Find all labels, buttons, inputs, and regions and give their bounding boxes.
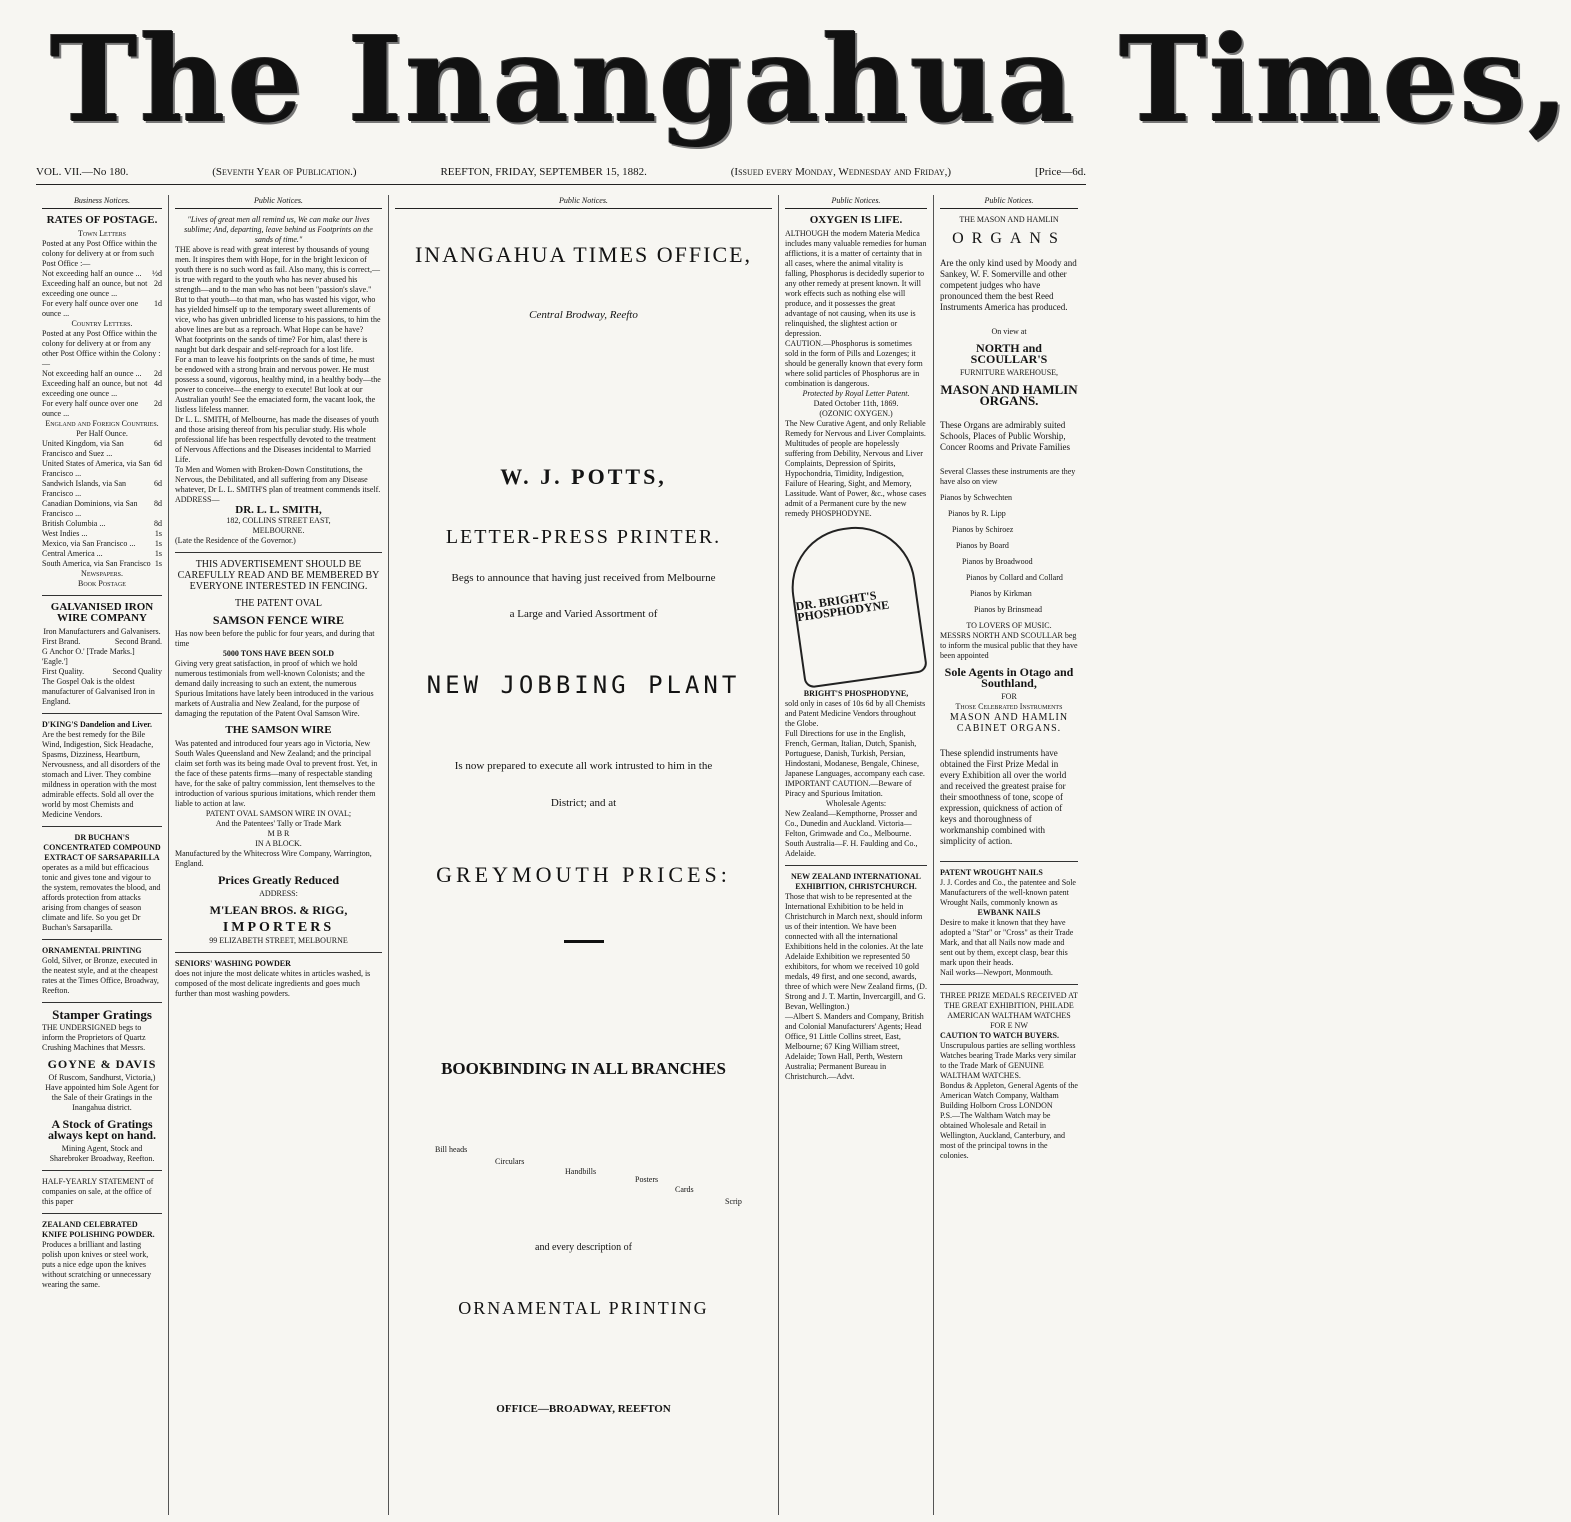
- rate-row: United Kingdom, via San Francisco and Suez ... 6d: [42, 439, 162, 458]
- ps-text: P.S.—The Waltham Watch may be obtained Wholesale and Retail in Wellington, Auckland, Canterbury, and most of the principal towns in the colonies.: [940, 1111, 1066, 1160]
- printing-item: Scrip: [725, 1197, 742, 1206]
- piano-item: Pianos by Kirkman: [970, 589, 1032, 598]
- column-printing-ad: [389, 195, 779, 1515]
- samson-text-2: Giving very great satisfaction, in proof of which we hold numerous testimonials from well-known Colonists; and the demand daily increasing to such an extent, the numerous Spurious Imitations have lately been introduced in the various markets of Australia and New Zealand, for the purpose of damaging the reputation of the Patent Oval Samson Wire.: [175, 659, 374, 718]
- issue-note: (Issued every Monday, Wednesday and Friday,): [730, 166, 952, 178]
- zealand-title: ZEALAND CELEBRATED KNIFE POLISHING POWDER.: [42, 1220, 155, 1239]
- half-yearly-text: HALF-YEARLY STATEMENT of companies on sale, at the office of this paper: [42, 1177, 154, 1206]
- column-business-notices: [36, 195, 169, 1515]
- letter-press-printer: LETTER-PRESS PRINTER.: [445, 526, 722, 548]
- brands-row: First Brand. Second Brand.: [42, 637, 162, 646]
- rate-row: West Indies ... 1s: [42, 529, 162, 538]
- directions: Full Directions for use in the English, French, German, Italian, Dutch, Spanish, Portuguese, Danish, Turkish, Persian, Hindostani, Modanese, Bengale, Chinese, Japanese Languages, accompany each case.: [785, 729, 925, 778]
- every-description: and every description of: [535, 1242, 632, 1253]
- country-letters-text: Posted at any Post Office within the colony for delivery at or from any other Post Office within the Colony :—: [42, 329, 161, 368]
- newspaper-title: The Inangahua Times,: [50, 10, 1571, 149]
- exhibition-text: Those that wish to be represented at the International Exhibition to be held in Christchurch in March next, should inform us of their intention. We have been connected with all the international Exhibitions held in the colonies. At the late Adelaide Exhibition we represented 50 exhibitors, for whom we received 10 gold medals, 49 first, and one second, awards, three of which were New Zealand firms, (D. Strong and J. T. Martin, Invercargill, and G. Bevan, Wellington.): [785, 892, 927, 1011]
- pianos-list: [940, 493, 1078, 615]
- address-2: ADDRESS:: [259, 889, 298, 898]
- furniture-warehouse: FURNITURE WAREHOUSE,: [959, 368, 1059, 377]
- several-classes: Several Classes these instruments are they have also on view: [940, 467, 1076, 486]
- wire-company-title: GALVANISED IRON WIRE COMPANY: [50, 601, 154, 624]
- piano-item: Pianos by Board: [956, 541, 1009, 550]
- dated: Dated October 11th, 1869.: [813, 399, 899, 408]
- rate-row: Sandwich Islands, via San Francisco ... 6d: [42, 479, 162, 498]
- foreign-title: England and Foreign Countries.: [45, 419, 159, 428]
- on-view: On view at: [991, 327, 1027, 336]
- body-paragraph: Dr L. L. SMITH, of Melbourne, has made the diseases of youth and those arising thereof from his peculiar study. His whole professional life has been respectfully devoted to the treatment of Nervous Affections and the Diseases incidental to Married Life.: [175, 415, 379, 464]
- column-public-notices-5: [934, 195, 1084, 1515]
- tally: And the Patentees' Tally or Trade Mark: [215, 819, 342, 828]
- printing-item: Cards: [675, 1185, 694, 1194]
- rates-town-list: [42, 269, 162, 319]
- book-postage-label: Book Postage: [78, 579, 126, 588]
- foreign-sub: Per Half Ounce.: [76, 429, 128, 438]
- rate-row: Exceeding half an ounce, but not exceeding one ounce ... 2d: [42, 279, 162, 298]
- anchor-trademark: G Anchor O.' [Trade Marks.] 'Eagle.']: [42, 647, 135, 666]
- printing-items: [395, 1144, 772, 1224]
- rate-row: Central America ... 1s: [42, 549, 162, 558]
- body-paragraph: To Men and Women with Broken-Down Constitutions, the Nervous, the Debilitated, and all suffering from any Disease whatever, Dr L. L. SMITH'S plan of treatment commends itself.: [175, 465, 381, 494]
- divider: [940, 861, 1078, 862]
- wire-company-sub: Iron Manufacturers and Galvanisers.: [43, 627, 161, 636]
- nail-works: Nail works—Newport, Monmouth.: [940, 968, 1053, 977]
- sole-agents: Sole Agents in Otago and Southland,: [944, 665, 1074, 690]
- patent-nails-title: PATENT WROUGHT NAILS: [940, 868, 1043, 877]
- mason-text: Are the only kind used by Moody and Sankey, W. F. Somerville and other competent judges who have pronounced them the best Reed Instruments America has produced.: [940, 258, 1077, 312]
- caution-text: CAUTION.—Phosphorus is sometimes sold in the form of Pills and Lozenges; it should be generally known that every form where solid particles of Phosphorus are in combination is dangerous.: [785, 339, 923, 388]
- rate-row: Not exceeding half an ounce ... 2d: [42, 369, 162, 378]
- oxygen-title: OXYGEN IS LIFE.: [809, 214, 903, 226]
- piano-item: Pianos by Collard and Collard: [966, 573, 1063, 582]
- lovers-music: TO LOVERS OF MUSIC.: [966, 621, 1052, 630]
- piano-item: Pianos by Schiroez: [952, 525, 1014, 534]
- mason-prize: These splendid instruments have obtained the First Prize Medal in every Exhibition all over the world and received the greatest praise for their smoothness of tone, scope of expression, quickness of action of keys and thoroughness of workmanship combined with simplicity of action.: [940, 748, 1067, 846]
- rate-row: For every half ounce over one ounce ... 2d: [42, 399, 162, 418]
- divider: [785, 865, 927, 866]
- prices-reduced: Prices Greatly Reduced: [217, 873, 340, 887]
- rate-row: Exceeding half an ounce, but not exceeding one ounce ... 4d: [42, 379, 162, 398]
- divider: [940, 984, 1078, 985]
- admirably-text: These Organs are admirably suited Schools, Places of Public Worship, Concer Rooms and Private Families: [940, 420, 1070, 452]
- divider: [42, 595, 162, 596]
- trade-mark-mbr: M B R: [267, 829, 290, 838]
- brights-phosphodyne: BRIGHT'S PHOSPHODYNE,: [803, 689, 909, 698]
- column-public-notices-4: [779, 195, 934, 1515]
- stock-text: Mining Agent, Stock and Sharebroker Broadway, Reefton.: [49, 1144, 155, 1163]
- mason-title: THE MASON AND HAMLIN: [959, 215, 1059, 224]
- town-letters-text: Posted at any Post Office within the colony for delivery at or from such Post Office :—: [42, 239, 157, 268]
- messrs-text: MESSRS NORTH AND SCOULLAR beg to inform the musical public that they have been appointed: [940, 631, 1078, 660]
- oxygen-text: ALTHOUGH the modern Materia Medica includes many valuable remedies for human afflictions, it is a matter of certainty that in all cases, where the animal vitality is falling, Phosphorus is decidedly superior to any other remedy at present known. It will work effects such as nothing else will produce, and it possesses the great advantage of not causing, when its use is relinquished, the slightest action or depression.: [785, 229, 927, 338]
- divider: [42, 1213, 162, 1214]
- divider: [42, 939, 162, 940]
- ornamental-text: Gold, Silver, or Bronze, executed in the neatest style, and at the cheapest rates at the Times Office, Broadway, Reefton.: [42, 956, 159, 995]
- bookbinding: BOOKBINDING IN ALL BRANCHES: [441, 1059, 726, 1078]
- newspapers-label: Newspapers.: [81, 569, 123, 578]
- greymouth-prices: GREYMOUTH PRICES:: [436, 862, 731, 887]
- rate-row: Not exceeding half an ounce ... ½d: [42, 269, 162, 278]
- zealand-text: Produces a brilliant and lasting polish upon knives or steel work, puts a nice edge upon the knives without scratching or unnecessary wearing the same.: [42, 1240, 152, 1289]
- rate-row: British Columbia ... 8d: [42, 519, 162, 528]
- fencing-notice: THIS ADVERTISEMENT SHOULD BE CAREFULLY READ AND BE MEMBERED BY EVERYONE INTERESTED IN FENCING.: [177, 559, 380, 592]
- times-office-title: INANGAHUA TIMES OFFICE,: [414, 242, 753, 267]
- buchan-text: operates as a mild but efficacious tonic and gives tone and vigour to the system, removates the blood, and affords protection from attacks arising from changes of season climate and life. So you get Dr Buchan's Sarsaparilla.: [42, 863, 161, 932]
- rate-row: United States of America, via San Francisco ... 6d: [42, 459, 162, 478]
- office-location: Central Brodway, Reefto: [529, 309, 638, 321]
- waltham: AMERICAN WALTHAM WATCHES FOR E NW: [947, 1011, 1071, 1030]
- country-letters-label: Country Letters.: [71, 319, 133, 328]
- ewbank-text: Desire to make it known that they have adopted a "Star" or "Cross" as their Trade Mark, and that all Nails now made and sent out by them, except clasp, bear this mark upon their heads.: [940, 918, 1074, 967]
- ozonic: (OZONIC OXYGEN.): [819, 409, 893, 418]
- samson-text-3: Was patented and introduced four years ago in Victoria, New South Wales Queensland and New Zealand; and the principal claim set forth was its being made Oval to prevent frost. Yet, in the face of these patents firms—many of respectable standing have, for the sake of paltry commission, lent themselves to the introduction of various spurious imitations, which render them liable to action at law.: [175, 739, 378, 808]
- goyne-text: Of Ruscom, Sandhurst, Victoria,) Have appointed him Sole Agent for the Sale of their Gratings in the Inangahua district.: [45, 1073, 159, 1112]
- piano-item: Pianos by Schwechten: [940, 493, 1012, 502]
- divider: [175, 552, 382, 553]
- place-date: REEFTON, FRIDAY, SEPTEMBER 15, 1882.: [440, 166, 647, 178]
- protected: Protected by Royal Letter Patent.: [802, 389, 910, 398]
- printing-item: Circulars: [495, 1157, 525, 1166]
- curative: The New Curative Agent, and only Reliable Remedy for Nervous and Liver Complaints.: [785, 419, 926, 438]
- volume-number: VOL. VII.—No 180.: [36, 166, 129, 178]
- stamper-text: THE UNDERSIGNED begs to inform the Proprietors of Quartz Crushing Machines that Messrs.: [42, 1023, 146, 1052]
- rates-foreign-list: [42, 439, 162, 569]
- seniors-text: does not injure the most delicate whites in articles washed, is composed of the most delicate ingredients and goes much further than most washing powders.: [175, 969, 371, 998]
- prepared-text: Is now prepared to execute all work intrusted to him in the: [454, 760, 713, 772]
- masthead: [0, 0, 1571, 150]
- column-heading: Public Notices.: [175, 195, 382, 209]
- assortment: a Large and Varied Assortment of: [509, 608, 658, 620]
- organs-heading: ORGANS: [952, 230, 1066, 247]
- quality-row: First Quality. Second Quality: [42, 667, 162, 676]
- doctor-name: DR. L. L. SMITH,: [235, 504, 322, 516]
- street-address: 99 ELIZABETH STREET, MELBOURNE: [209, 936, 348, 945]
- rates-country-list: [42, 369, 162, 419]
- column-heading: Public Notices.: [395, 195, 772, 209]
- north-scoullar: NORTH and SCOULLAR'S: [970, 341, 1048, 366]
- phosphodyne-seal-image: DR. BRIGHT'S PHOSPHODYNE: [784, 519, 928, 689]
- year-note: (Seventh Year of Publication.): [212, 166, 357, 178]
- divider: [42, 1170, 162, 1171]
- mason-organs: MASON AND HAMLIN ORGANS.: [940, 382, 1078, 408]
- rate-row: Mexico, via San Francisco ... 1s: [42, 539, 162, 548]
- dandelion-text: Are the best remedy for the Bile Wind, Indigestion, Sick Headache, Spasms, Dizziness, Heartburn, Nervousness, and all disorders of the stomach and Liver. They combine mildness in operation with the most admirable effects. Sold all over the world by most Chemists and Medicine Vendors.: [42, 730, 161, 819]
- bondus-text: Bondus & Appleton, General Agents of the American Watch Company, Waltham Building Holborn Cross LONDON: [940, 1081, 1078, 1110]
- ornamental-printing: ORNAMENTAL PRINTING: [458, 1298, 709, 1318]
- celebrated-instruments: Those Celebrated Instruments: [955, 702, 1063, 711]
- column-heading: Business Notices.: [42, 195, 162, 209]
- for-label: FOR: [1001, 692, 1017, 701]
- samson-text: Has now been before the public for four years, and during that time: [175, 629, 375, 648]
- printing-item: Bill heads: [435, 1145, 468, 1154]
- dateline: [36, 160, 1086, 185]
- column-public-notices-2: [169, 195, 389, 1515]
- printing-item: Handbills: [565, 1167, 597, 1176]
- doctor-address: 182, COLLINS STREET EAST,: [226, 516, 331, 525]
- doctor-city: MELBOURNE.: [252, 526, 305, 535]
- price: [Price—6d.: [1034, 166, 1086, 178]
- body-paragraph: For a man to leave his footprints on the sands of time, he must be endowed with a strong brain and nervous power. He must possess a sound, vigorous, healthy mind, in a healthy body—the power to conceive—the energy to execute! But look at our Australian youth! See the emaciated form, the vacant look, the listless lifeless manner.: [175, 355, 381, 414]
- office-footer: OFFICE—BROADWAY, REEFTON: [496, 1403, 671, 1415]
- divider: [175, 952, 382, 953]
- town-letters-label: Town Letters: [77, 229, 127, 238]
- stamper-title: Stamper Gratings: [52, 1007, 152, 1022]
- three-prize: THREE PRIZE MEDALS RECEIVED AT THE GREAT EXHIBITION, PHILADE: [940, 991, 1078, 1010]
- begs-announce: Begs to announce that having just received from Melbourne: [451, 572, 716, 584]
- dandelion-title: D'KING'S Dandelion and Liver.: [42, 720, 152, 729]
- exhibition-sig: —Albert S. Manders and Company, British and Colonial Manufacturers' Agents; Head Office, 91 Little Collins street, East, Melbourne; 67 King William street, Adelaide; Town Hall, Perth, Western Australia; Permanent Bureau in Christchurch.—Advt.: [785, 1012, 924, 1081]
- important-caution: IMPORTANT CAUTION.—Beware of Piracy and Spurious Imitation.: [785, 779, 912, 798]
- seniors-title: SENIORS' WASHING POWDER: [175, 959, 291, 968]
- piano-item: Pianos by Brinsmead: [974, 605, 1042, 614]
- rate-row: Canadian Dominions, via San Francisco ... 8d: [42, 499, 162, 518]
- multitudes: Multitudes of people are hopelessly suffering from Debility, Nervous and Liver Complaints, Depression of Spirits, Hypochondria, Timidity, Indigestion, Failure of Hearing, Sight, and Memory, Lassitude. Want of Power, &c., whose cases admit of a Permanent cure by the new remedy PHOSPHODYNE.: [785, 439, 927, 518]
- divider: [42, 713, 162, 714]
- tons-sold: 5000 TONS HAVE BEEN SOLD: [222, 649, 335, 658]
- mclean-bros: M'LEAN BROS. & RIGG,: [209, 903, 348, 917]
- agents: New Zealand—Kempthorne, Prosser and Co., Dunedin and Auckland. Victoria—Felton, Grimwade and Co., Melbourne. South Australia—F. H. Faulding and Co., Adelaide.: [785, 809, 918, 858]
- body-paragraph: But to that youth—to that man, who has wasted his vigor, who has yielded himself up to the temporary sweet allurements of vice, who has given unbridled license to his passions, to him the above lines are but as a reproach. What Hope can be have? What footprints on the sands of time? For him, alas! there is naught but dark despair and self-reproach for a lost life.: [175, 295, 381, 354]
- printer-name: W. J. POTTS,: [500, 464, 667, 489]
- wholesale: Wholesale Agents:: [825, 799, 887, 808]
- samson-fence-title: SAMSON FENCE WIRE: [212, 613, 345, 627]
- column-heading: Public Notices.: [940, 195, 1078, 209]
- in-block: IN A BLOCK.: [255, 839, 302, 848]
- mason-cabinet: MASON AND HAMLIN CABINET ORGANS.: [949, 712, 1069, 734]
- rate-row: South America, via San Francisco 1s: [42, 559, 162, 568]
- exhibition-title: NEW ZEALAND INTERNATIONAL EXHIBITION, CHRISTCHURCH.: [791, 872, 921, 891]
- address-label: ADDRESS—: [175, 495, 220, 504]
- cordes-text: J. J. Cordes and Co., the patentee and Sole Manufacturers of the well-known patent Wrought Nails, commonly known as: [940, 878, 1076, 907]
- buchan-title: DR BUCHAN'S CONCENTRATED COMPOUND EXTRACT OF SARSAPARILLA: [43, 833, 161, 862]
- printing-item: Posters: [635, 1175, 659, 1184]
- divider: [42, 826, 162, 827]
- stock-title: A Stock of Gratings always kept on hand.: [47, 1117, 157, 1142]
- divider-dash: [564, 940, 604, 943]
- ornamental-title: ORNAMENTAL PRINTING: [42, 946, 142, 955]
- ewbank-nails: EWBANK NAILS: [977, 908, 1041, 917]
- caution-watch-text: Unscrupulous parties are selling worthless Watches bearing Trade Marks very similar to the Trade Mark of GENUINE WALTHAM WATCHES.: [940, 1041, 1076, 1080]
- body-paragraph: THE above is read with great interest by thousands of young men. It inspires them with Hope, for in the bright lexicon of youth there is no such word as fail. Also many, this is correct,—is true with regard to the youth who has never abused his strength—and to the man who has not been "passion's slave.": [175, 245, 380, 294]
- sold-text: sold only in cases of 10s 6d by all Chemists and Patent Medicine Vendors throughout the Globe.: [785, 699, 926, 728]
- patent-oval: THE PATENT OVAL: [234, 598, 323, 609]
- piano-item: Pianos by Broadwood: [962, 557, 1033, 566]
- jobbing-plant: NEW JOBBING PLANT: [426, 671, 741, 699]
- goyne-davis: GOYNE & DAVIS: [47, 1057, 157, 1071]
- manufactured: Manufactured by the Whitecross Wire Company, Warrington, England.: [175, 849, 372, 868]
- importers: IMPORTERS: [222, 920, 335, 935]
- rate-row: For every half ounce over one ounce ... 1d: [42, 299, 162, 318]
- caution-watch-title: CAUTION TO WATCH BUYERS.: [940, 1031, 1059, 1040]
- divider: [42, 1002, 162, 1003]
- samson-wire-title: THE SAMSON WIRE: [225, 724, 332, 736]
- patent-samson: PATENT OVAL SAMSON WIRE IN OVAL;: [205, 809, 352, 818]
- doctor-note: (Late the Residence of the Governor.): [175, 536, 296, 545]
- district-text: District; and at: [550, 797, 617, 809]
- postage-title: RATES OF POSTAGE.: [46, 214, 158, 226]
- gospel-oak-text: The Gospel Oak is the oldest manufacturer of Galvanised Iron in England.: [42, 677, 155, 706]
- poem-quote: "Lives of great men all remind us, We can make our lives sublime; And, departing, leave behind us Footprints on the sands of time.": [184, 215, 373, 244]
- piano-item: Pianos by R. Lipp: [948, 509, 1006, 518]
- column-heading: Public Notices.: [785, 195, 927, 209]
